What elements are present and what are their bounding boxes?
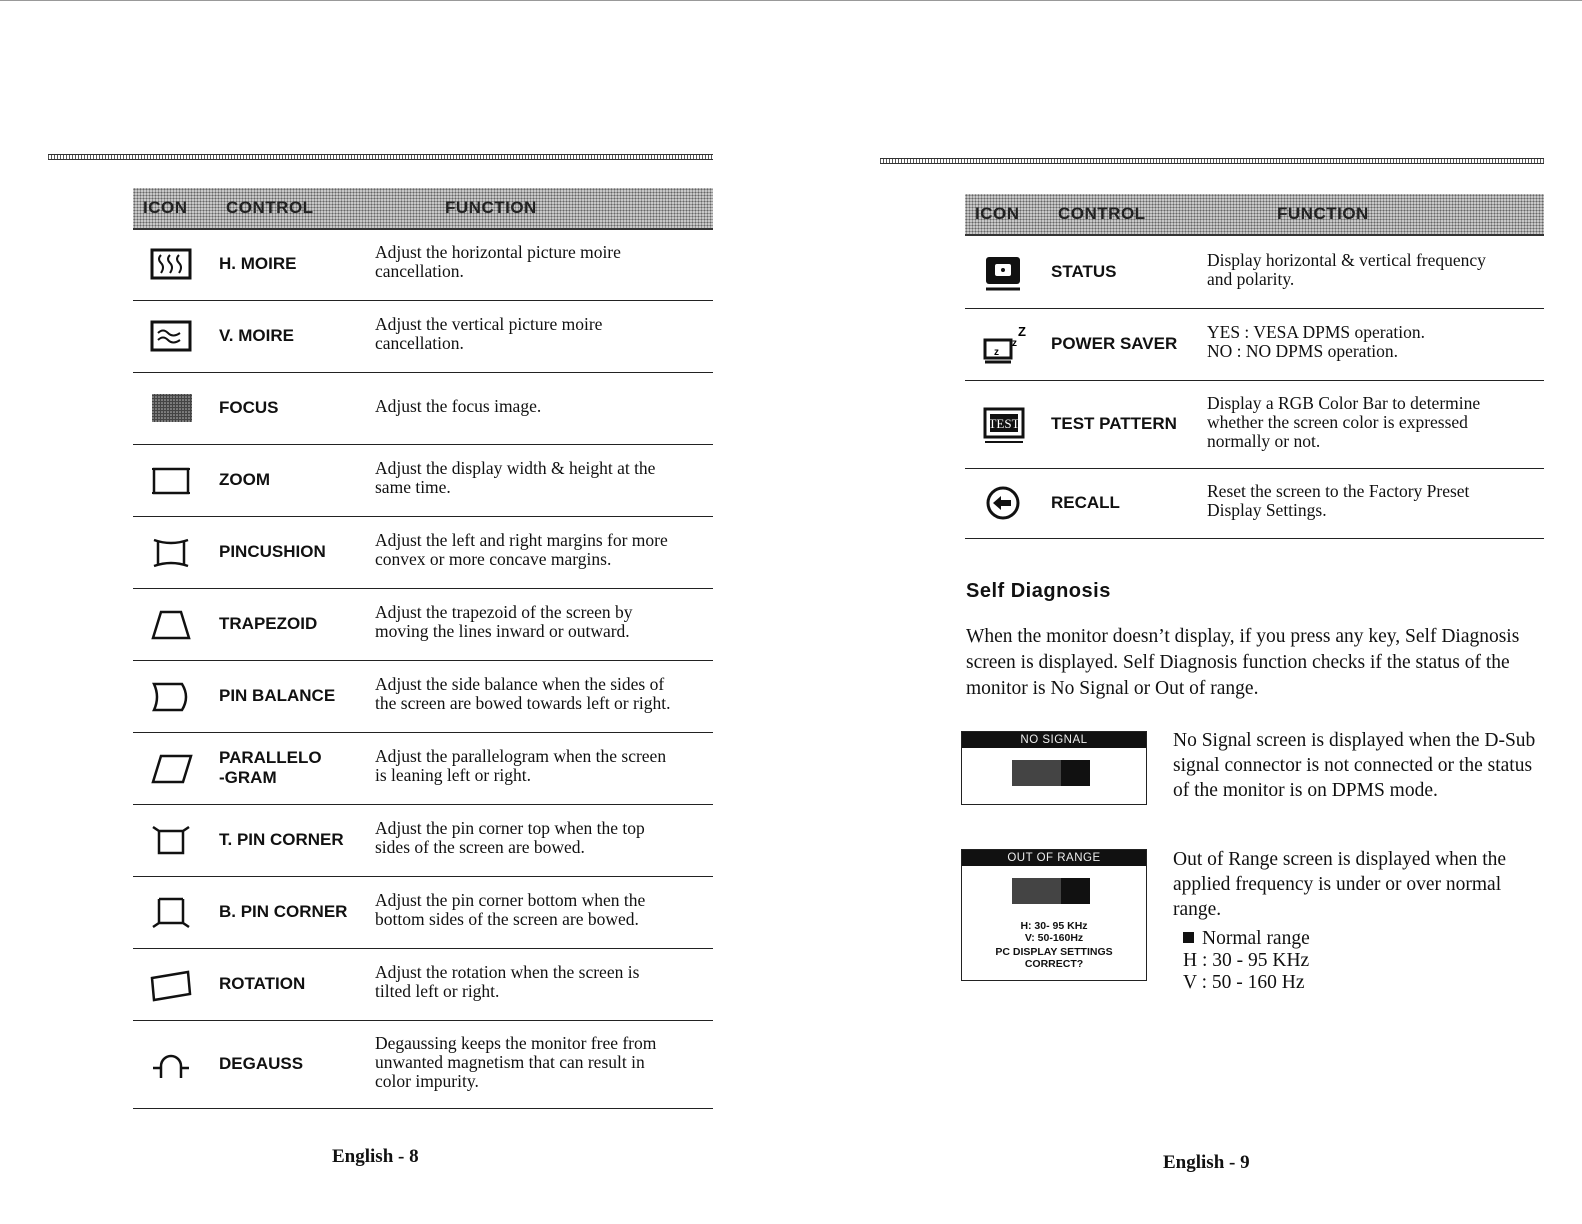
function-line: YES : VESA DPMS operation.	[1207, 322, 1425, 342]
function-line: normally or not.	[1207, 430, 1321, 451]
table-row-left-11	[133, 1020, 713, 1109]
out-of-range-bar: OUT OF RANGE	[962, 850, 1146, 866]
left-page-footer: English - 8	[332, 1146, 419, 1167]
table-row-left-8	[133, 804, 713, 877]
function-line: Adjust the pin corner top when the top	[375, 818, 645, 838]
control-label	[219, 974, 305, 994]
function-line: convex or more concave margins.	[375, 549, 612, 569]
table-row-right-3	[965, 468, 1544, 539]
function-line: Display Settings.	[1207, 500, 1327, 520]
control-label-line: PIN BALANCE	[219, 686, 336, 705]
header-icon: ICON	[143, 198, 188, 217]
control-label	[219, 686, 335, 706]
function-text	[375, 603, 633, 641]
control-label-line: T. PIN CORNER	[219, 830, 344, 849]
function-line: Display horizontal & vertical frequency	[1207, 250, 1486, 270]
t-pin-corner-icon	[149, 822, 195, 858]
svg-text:Z: Z	[1018, 326, 1026, 339]
parallelogram-icon	[149, 750, 195, 786]
out-of-range-question-1: PC DISPLAY SETTINGS	[995, 946, 1113, 958]
table-row-left-0	[133, 228, 713, 301]
function-line: tilted left or right.	[375, 981, 500, 1001]
control-label-line: B. PIN CORNER	[219, 902, 348, 921]
control-label	[219, 542, 326, 562]
header-icon: ICON	[975, 204, 1020, 223]
function-text	[375, 675, 670, 713]
normal-range-label-line	[1183, 928, 1310, 950]
control-label-line: PARALLELO	[219, 748, 322, 767]
control-label-line: ZOOM	[219, 470, 270, 489]
pincushion-icon	[149, 534, 195, 570]
out-of-range-screen	[961, 849, 1147, 981]
control-label-line: POWER SAVER	[1051, 334, 1178, 353]
table-row-left-10	[133, 948, 713, 1021]
rotation-icon	[149, 966, 195, 1002]
function-text	[1207, 323, 1425, 361]
table-row-left-3	[133, 444, 713, 517]
control-label	[1051, 262, 1116, 282]
table-row-left-6	[133, 660, 713, 733]
zoom-icon	[149, 462, 195, 498]
function-line: same time.	[375, 477, 451, 497]
table-row-left-2	[133, 372, 713, 445]
function-line: sides of the screen are bowed.	[375, 837, 585, 857]
function-line: Reset the screen to the Factory Preset	[1207, 481, 1470, 501]
control-label-line: DEGAUSS	[219, 1054, 304, 1073]
function-line: cancellation.	[375, 261, 464, 281]
recall-icon	[981, 485, 1027, 521]
function-line: NO : NO DPMS operation.	[1207, 341, 1399, 361]
header-function: FUNCTION	[445, 198, 537, 217]
test-pattern-icon	[981, 406, 1027, 442]
out-of-range-h: H: 30- 95 KHz	[1020, 920, 1088, 932]
trapezoid-icon	[149, 606, 195, 642]
control-label	[219, 1054, 303, 1074]
table-row-left-4	[133, 516, 713, 589]
function-text	[375, 747, 666, 785]
control-label-line: STATUS	[1051, 262, 1117, 281]
status-icon	[981, 254, 1027, 290]
no-signal-screen	[961, 731, 1147, 805]
function-text	[1207, 394, 1480, 451]
focus-icon	[149, 390, 195, 426]
function-line: Adjust the side balance when the sides of	[375, 674, 665, 694]
table-row-right-0	[965, 236, 1544, 309]
control-label	[219, 830, 344, 850]
normal-range-label: Normal range	[1202, 928, 1310, 949]
control-label	[1051, 414, 1177, 434]
function-line: unwanted magnetism that can result in	[375, 1051, 645, 1072]
out-of-range-description: Out of Range screen is displayed when the applied frequency is under or over normal range.	[1173, 849, 1507, 920]
function-line: Adjust the rotation when the screen is	[375, 962, 640, 982]
normal-range-block	[1183, 928, 1310, 994]
power-saver-icon	[981, 326, 1027, 362]
table-row-right-1	[965, 308, 1544, 381]
svg-text:z: z	[994, 347, 999, 358]
no-signal-bar: NO SIGNAL	[962, 732, 1146, 748]
function-line: bottom sides of the screen are bowed.	[375, 909, 639, 929]
function-line: Display a RGB Color Bar to determine	[1207, 392, 1481, 413]
control-label-line: PINCUSHION	[219, 542, 326, 561]
svg-text:z: z	[1012, 338, 1017, 349]
function-line: Adjust the trapezoid of the screen by	[375, 602, 633, 622]
table-row-right-2	[965, 380, 1544, 469]
control-label-line: FOCUS	[219, 398, 279, 417]
control-label	[219, 902, 347, 922]
no-signal-block	[1012, 760, 1090, 786]
function-line: Degaussing keeps the monitor free from	[375, 1032, 657, 1053]
bullet-icon	[1183, 932, 1194, 943]
function-text	[375, 963, 639, 1001]
self-diagnosis-title: Self Diagnosis	[966, 580, 1111, 602]
function-text	[375, 397, 541, 416]
function-text	[375, 891, 645, 929]
control-label	[219, 470, 270, 490]
b-pin-corner-icon	[149, 894, 195, 930]
function-text	[1207, 482, 1469, 520]
table-row-left-9	[133, 876, 713, 949]
function-text	[375, 243, 621, 281]
function-line: Adjust the pin corner bottom when the	[375, 890, 646, 910]
function-line: moving the lines inward or outward.	[375, 621, 630, 641]
out-of-range-block	[1012, 878, 1090, 904]
right-table-header	[965, 194, 1544, 236]
function-line: Adjust the display width & height at the	[375, 458, 656, 478]
v-range: V : 50 - 160 Hz	[1183, 972, 1305, 993]
table-row-left-7	[133, 732, 713, 805]
function-line: Adjust the left and right margins for more	[375, 530, 668, 550]
function-line: the screen are bowed towards left or right.	[375, 693, 671, 713]
self-diagnosis-intro: When the monitor doesn’t display, if you press any key, Self Diagnosis screen is displayed. Self Diagnosis function checks if the status of the monitor is No Signal or Out of range.	[966, 626, 1520, 699]
page-top-edge	[0, 0, 1582, 1]
control-label	[219, 748, 322, 788]
function-line: Adjust the parallelogram when the screen	[375, 746, 667, 766]
control-label-line: RECALL	[1051, 493, 1120, 512]
no-signal-description: No Signal screen is displayed when the D-Sub signal connector is not connected or the status of the monitor is on DPMS mode.	[1173, 730, 1536, 801]
h-moire-icon	[149, 246, 195, 282]
control-label	[1051, 493, 1120, 513]
function-line: whether the screen color is expressed	[1207, 411, 1468, 432]
function-text	[375, 315, 602, 353]
function-line: Adjust the focus image.	[375, 395, 542, 416]
v-moire-icon	[149, 318, 195, 354]
control-label-line: TEST PATTERN	[1051, 414, 1177, 433]
control-label-line: TRAPEZOID	[219, 614, 318, 633]
control-label	[219, 326, 294, 346]
function-text	[375, 1034, 656, 1091]
control-label-line: -GRAM	[219, 768, 277, 787]
out-of-range-v: V: 50-160Hz	[1024, 932, 1084, 944]
control-label-line: V. MOIRE	[219, 326, 294, 345]
control-label-line: ROTATION	[219, 974, 306, 993]
table-row-left-1	[133, 300, 713, 373]
header-control: CONTROL	[226, 198, 314, 217]
left-top-rule	[48, 154, 713, 160]
function-text	[375, 459, 655, 497]
control-label	[219, 614, 317, 634]
function-text	[375, 531, 668, 569]
table-row-left-5	[133, 588, 713, 661]
header-control: CONTROL	[1058, 204, 1146, 223]
function-line: color impurity.	[375, 1070, 479, 1091]
pin-balance-icon	[149, 678, 195, 714]
function-line: and polarity.	[1207, 269, 1295, 289]
control-label-line: H. MOIRE	[219, 254, 297, 273]
function-text	[1207, 251, 1486, 289]
svg-text:TEST: TEST	[988, 416, 1020, 431]
function-line: Adjust the vertical picture moire	[375, 314, 603, 334]
h-range: H : 30 - 95 KHz	[1183, 950, 1310, 971]
right-top-rule	[880, 158, 1544, 164]
degauss-icon	[149, 1046, 195, 1082]
function-line: is leaning left or right.	[375, 765, 532, 785]
left-table-header	[133, 188, 713, 230]
function-text	[375, 819, 645, 857]
control-label	[1051, 334, 1177, 354]
out-of-range-question-2: CORRECT?	[1024, 958, 1084, 970]
function-line: cancellation.	[375, 333, 464, 353]
header-function: FUNCTION	[1277, 204, 1369, 223]
right-page-footer: English - 9	[1163, 1152, 1250, 1173]
function-line: Adjust the horizontal picture moire	[375, 242, 621, 262]
control-label	[219, 254, 296, 274]
control-label	[219, 398, 279, 418]
